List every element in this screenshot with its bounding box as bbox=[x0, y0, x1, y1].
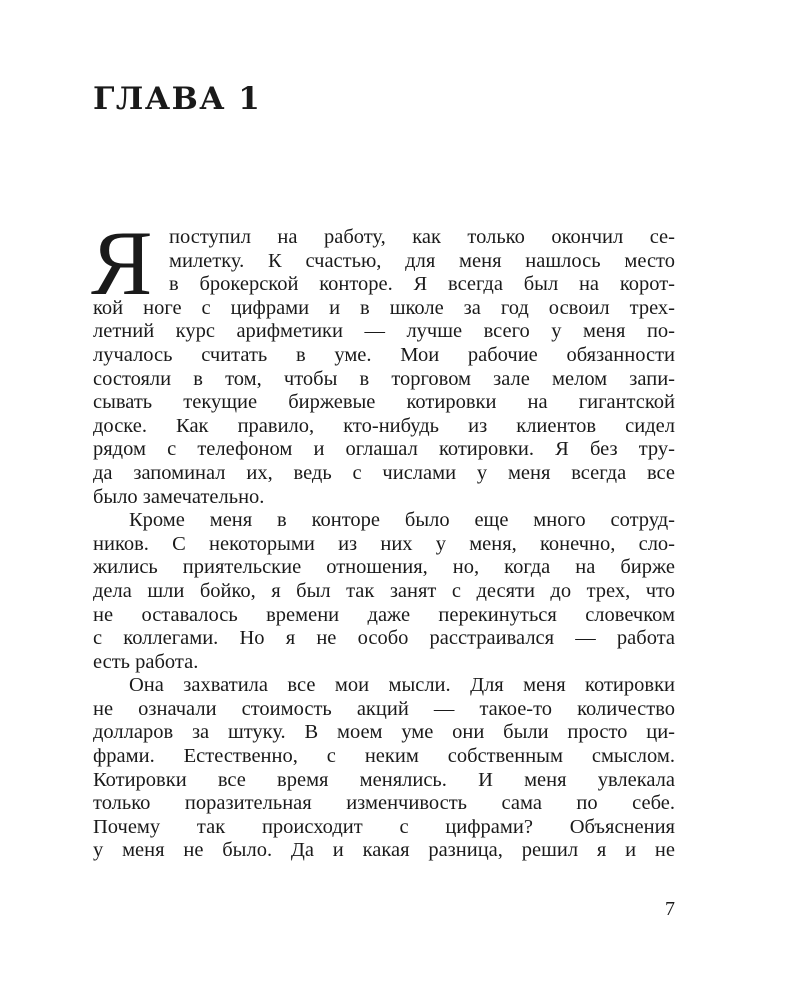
text-line: состояли в том, чтобы в торговом зале мелом запи- bbox=[93, 367, 675, 390]
text-line: есть работа. bbox=[93, 650, 199, 673]
text-line: только поразительная изменчивость сама по себе. bbox=[93, 792, 675, 815]
text-line: ников. С некоторыми из них у меня, конечно, сло- bbox=[93, 532, 675, 555]
text-line: рядом с телефоном и оглашал котировки. Я без тру- bbox=[93, 438, 675, 461]
text-line: летний курс арифметики — лучше всего у меня по- bbox=[93, 320, 675, 343]
text-line: не оставалось времени даже перекинуться словечком bbox=[93, 603, 675, 626]
text-line: Кроме меня в конторе было еще много сотруд- bbox=[129, 509, 675, 532]
text-line: кой ноге с цифрами и в школе за год освоил трех- bbox=[93, 296, 675, 319]
text-line: милетку. К счастью, для меня нашлось место bbox=[169, 249, 675, 272]
body-text bbox=[91, 212, 675, 863]
text-line: Почему так происходит с цифрами? Объяснения bbox=[93, 815, 675, 838]
text-line: Котировки все время менялись. И меня увлекала bbox=[93, 768, 675, 791]
text-line: сывать текущие биржевые котировки на гигантской bbox=[93, 391, 675, 414]
text-line: долларов за штуку. В моем уме они были просто ци- bbox=[93, 721, 675, 744]
text-line: с коллегами. Но я не особо расстраивался — работа bbox=[93, 627, 675, 650]
text-line: да запоминал их, ведь с числами у меня всегда все bbox=[93, 461, 675, 484]
drop-cap: Я bbox=[91, 212, 153, 314]
page-number: 7 bbox=[665, 898, 675, 920]
text-line: жились приятельские отношения, но, когда на бирже bbox=[93, 556, 675, 579]
text-line: было замечательно. bbox=[93, 485, 265, 508]
text-line: лучалось считать в уме. Мои рабочие обязанности bbox=[93, 343, 675, 366]
text-line: дела шли бойко, я был так занят с десяти до трех, что bbox=[93, 579, 675, 602]
text-line: у меня не было. Да и какая разница, решил я и не bbox=[93, 839, 675, 862]
text-line: Она захватила все мои мысли. Для меня котировки bbox=[129, 674, 675, 697]
text-line: фрами. Естественно, с неким собственным смыслом. bbox=[93, 745, 675, 768]
text-line: в брокерской конторе. Я всегда был на корот- bbox=[169, 273, 675, 296]
text-line: поступил на работу, как только окончил се- bbox=[169, 226, 675, 248]
chapter-heading: ГЛАВА 1 bbox=[93, 81, 262, 117]
text-line: доске. Как правило, кто-нибудь из клиентов сидел bbox=[93, 414, 675, 437]
text-line: не означали стоимость акций — такое-то количество bbox=[93, 697, 675, 720]
